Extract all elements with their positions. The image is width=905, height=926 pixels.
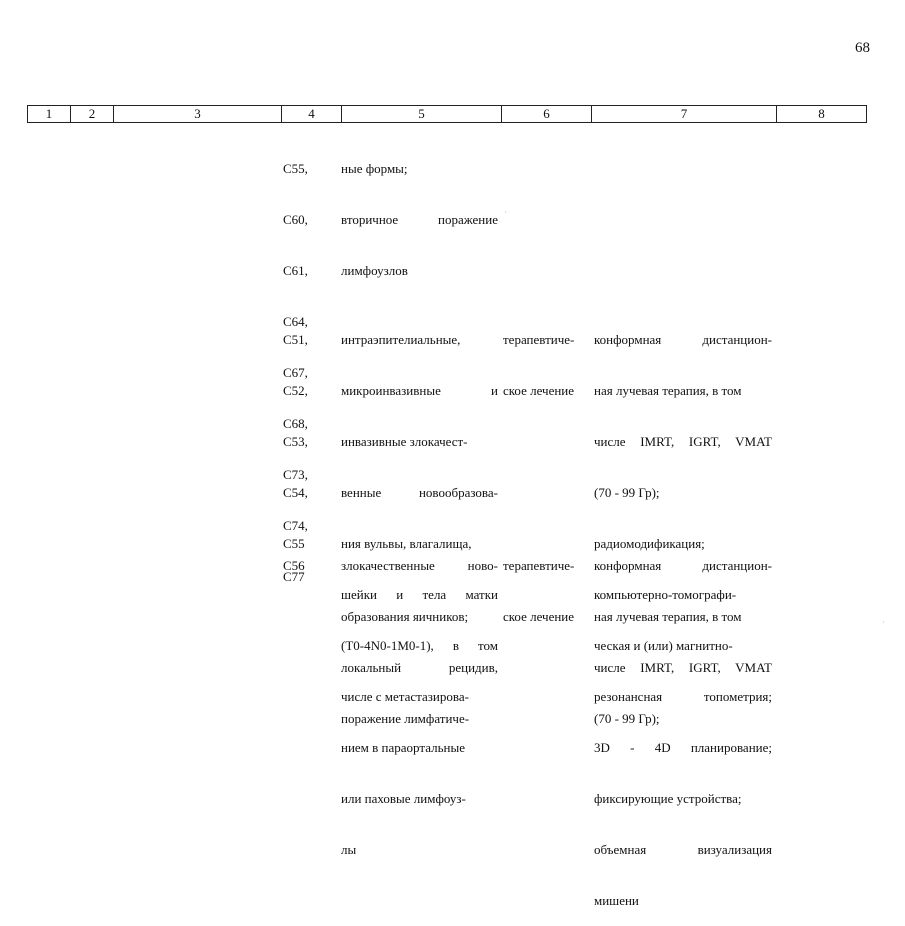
header-col-1: 1 (45, 106, 53, 121)
code: C54, (283, 485, 308, 500)
method-line: 3D - 4D планирование; (594, 740, 772, 755)
method-line: конформная дистанцион- (594, 558, 772, 573)
treatment-line: терапевтиче- (503, 332, 575, 347)
description-line: венные новообразова- (341, 485, 498, 500)
description-line: интраэпителиальные, (341, 332, 461, 347)
code: C74, (283, 518, 308, 533)
table-header-row (27, 105, 867, 123)
code: C60, (283, 212, 308, 227)
method-line: ная лучевая терапия, в том (594, 609, 742, 624)
method-line: резонансная топометрия; (594, 689, 772, 704)
description-line: или паховые лимфоуз- (341, 791, 466, 806)
description-line: (T0-4N0-1M0-1), в том (341, 638, 498, 653)
header-col-3: 3 (113, 106, 281, 122)
method-line: конформная дистанцион- (594, 332, 772, 347)
description-line: нием в параортальные (341, 740, 465, 755)
method-line: ческая и (или) магнитно- (594, 638, 733, 653)
header-col-4: 4 (281, 106, 341, 122)
description-line: поражение лимфатиче- (341, 711, 470, 726)
method-line: компьютерно-томографи- (594, 587, 737, 602)
code: C53, (283, 434, 308, 449)
row-3-codes (283, 523, 323, 591)
method-line: (70 - 99 Гр); (594, 711, 660, 726)
row-3-description (341, 523, 498, 744)
code: C55 (283, 536, 305, 551)
description-line: лы (341, 842, 357, 857)
description-line: лимфоузлов (341, 263, 408, 278)
code: C55, (283, 161, 308, 176)
scan-speck: · (504, 208, 507, 217)
code: C56 (283, 558, 305, 573)
code: C51, (283, 332, 308, 347)
description-line: образования яичников; (341, 609, 469, 624)
header-col-8: 8 (776, 106, 866, 122)
method-line: числе IMRT, IGRT, VMAT (594, 660, 772, 675)
treatment-line: ское лечение (503, 609, 575, 624)
row-2-treatment (503, 297, 591, 416)
code: C73, (283, 467, 308, 482)
method-line: (70 - 99 Гр); (594, 485, 660, 500)
code: C61, (283, 263, 308, 278)
method-line: мишени (594, 893, 639, 908)
method-line: радиомодификация; (594, 536, 705, 551)
description-line: числе с метастазирова- (341, 689, 469, 704)
method-line: фиксирующие устройства; (594, 791, 742, 806)
row-3-treatment (503, 523, 591, 642)
code: C64, (283, 314, 308, 329)
treatment-line: терапевтиче- (503, 558, 575, 573)
row-3-method (594, 523, 772, 744)
description-line: ния вульвы, влагалища, (341, 536, 472, 551)
code: C52, (283, 383, 308, 398)
treatment-line: ское лечение (503, 383, 575, 398)
header-col-6: 6 (501, 106, 591, 122)
description-line: инвазивные злокачест- (341, 434, 468, 449)
description-line: вторичное поражение (341, 212, 498, 227)
code: C77 (283, 569, 305, 584)
row-1-description (341, 126, 498, 296)
method-line: ная лучевая терапия, в том (594, 383, 742, 398)
header-col-5: 5 (341, 106, 501, 122)
description-line: локальный рецидив, (341, 660, 498, 675)
scan-speck: · (882, 618, 885, 627)
method-line: числе IMRT, IGRT, VMAT (594, 434, 772, 449)
description-line: ные формы; (341, 161, 408, 176)
description-line: злокачественные ново- (341, 558, 498, 573)
header-col-2: 2 (70, 106, 113, 122)
description-line: шейки и тела матки (341, 587, 498, 602)
description-line: микроинвазивные и (341, 383, 498, 398)
header-col-7: 7 (591, 106, 776, 122)
method-line: объемная визуализация (594, 842, 772, 857)
page-number: 68 (855, 40, 870, 56)
code: C68, (283, 416, 308, 431)
code: C67, (283, 365, 308, 380)
